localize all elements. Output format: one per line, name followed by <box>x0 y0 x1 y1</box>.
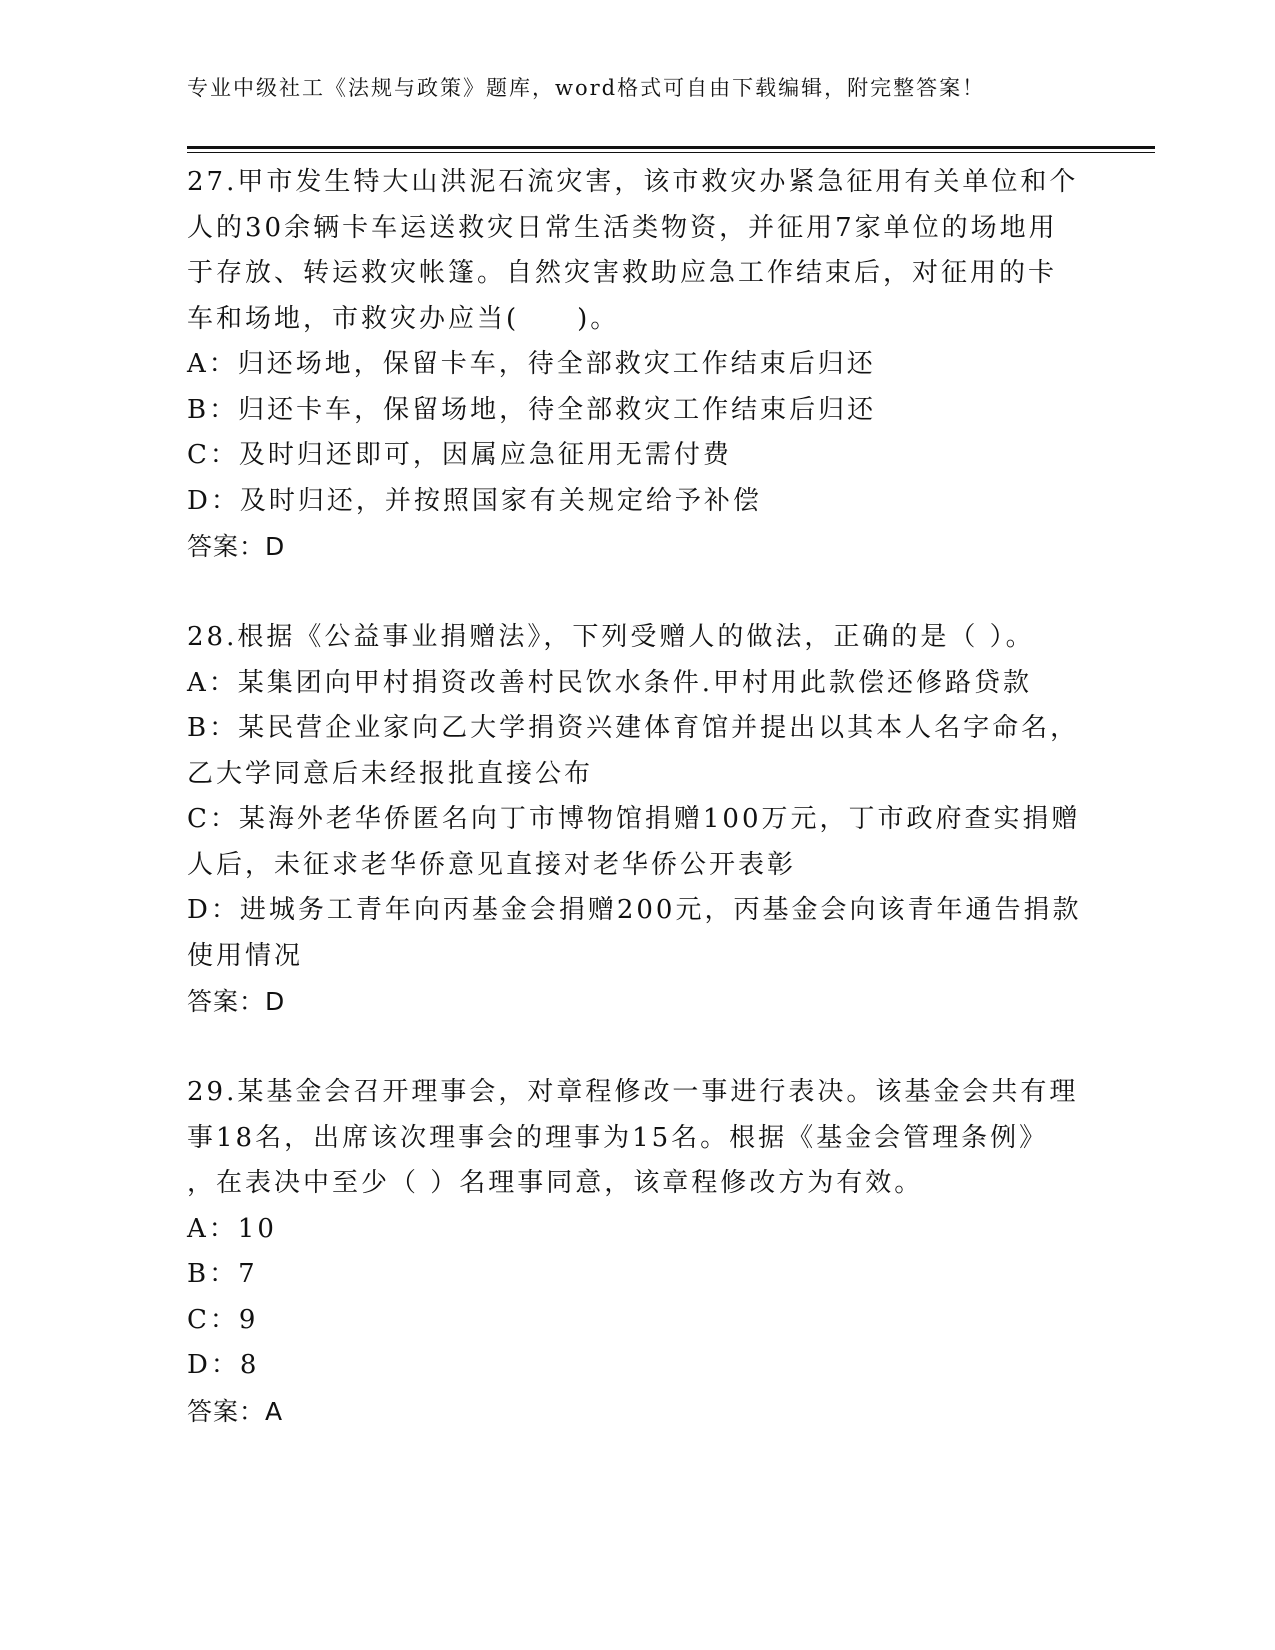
question-28 <box>187 615 1087 1025</box>
question-text-line: 车和场地，市救灾办应当( )。 <box>187 303 620 334</box>
option-d: D：及时归还，并按照国家有关规定给予补偿 <box>187 485 762 516</box>
option-c: C：9 <box>187 1304 259 1335</box>
option-a: A：归还场地，保留卡车，待全部救灾工作结束后归还 <box>187 349 876 379</box>
answer-label: 答案：D <box>187 532 286 561</box>
option-d: D：8 <box>187 1350 260 1380</box>
question-text-line: ，在表决中至少（ ）名理事同意，该章程修改方为有效。 <box>187 1168 924 1198</box>
question-list <box>187 160 1087 1434</box>
question-text-line: 事18名，出席该次理事会的理事为15名。根据《基金会管理条例》 <box>187 1122 1049 1153</box>
header-rule-thick <box>187 146 1155 149</box>
option-c: C：某海外老华侨匿名向丁市博物馆捐赠100万元，丁市政府查实捐赠 <box>187 804 1081 834</box>
question-27 <box>187 160 1087 570</box>
question-text-line: 28.根据《公益事业捐赠法》，下列受赠人的做法，正确的是（ ）。 <box>187 622 1035 652</box>
option-a: A：10 <box>187 1213 277 1244</box>
page-header: 专业中级社工《法规与政策》题库，word格式可自由下载编辑，附完整答案！ <box>187 76 986 100</box>
option-d-continued: 使用情况 <box>187 940 304 971</box>
header-rule-thin <box>187 152 1155 153</box>
option-b: B：7 <box>187 1259 258 1289</box>
answer-label: 答案：D <box>187 987 286 1016</box>
option-c: C：及时归还即可，因属应急征用无需付费 <box>187 440 732 470</box>
option-b: B：某民营企业家向乙大学捐资兴建体育馆并提出以其本人名字命名， <box>187 713 1080 743</box>
option-d: D：进城务工青年向丙基金会捐赠200元，丙基金会向该青年通告捐款 <box>187 895 1082 925</box>
option-b-continued: 乙大学同意后未经报批直接公布 <box>187 758 594 789</box>
option-b: B：归还卡车，保留场地，待全部救灾工作结束后归还 <box>187 394 877 425</box>
question-spacer <box>187 1025 1087 1071</box>
answer-label: 答案：A <box>187 1396 284 1426</box>
question-text-line: 27.甲市发生特大山洪泥石流灾害，该市救灾办紧急征用有关单位和个 <box>187 167 1079 197</box>
question-text-line: 人的30余辆卡车运送救灾日常生活类物资，并征用7家单位的场地用 <box>187 212 1058 243</box>
option-c-continued: 人后，未征求老华侨意见直接对老华侨公开表彰 <box>187 849 797 880</box>
question-text-line: 于存放、转运救灾帐篷。自然灾害救助应急工作结束后，对征用的卡 <box>187 258 1058 288</box>
question-text-line: 29.某基金会召开理事会，对章程修改一事进行表决。该基金会共有理 <box>187 1077 1079 1107</box>
question-spacer <box>187 570 1087 616</box>
option-a: A：某集团向甲村捐资改善村民饮水条件.甲村用此款偿还修路贷款 <box>187 667 1033 698</box>
question-29 <box>187 1070 1087 1434</box>
